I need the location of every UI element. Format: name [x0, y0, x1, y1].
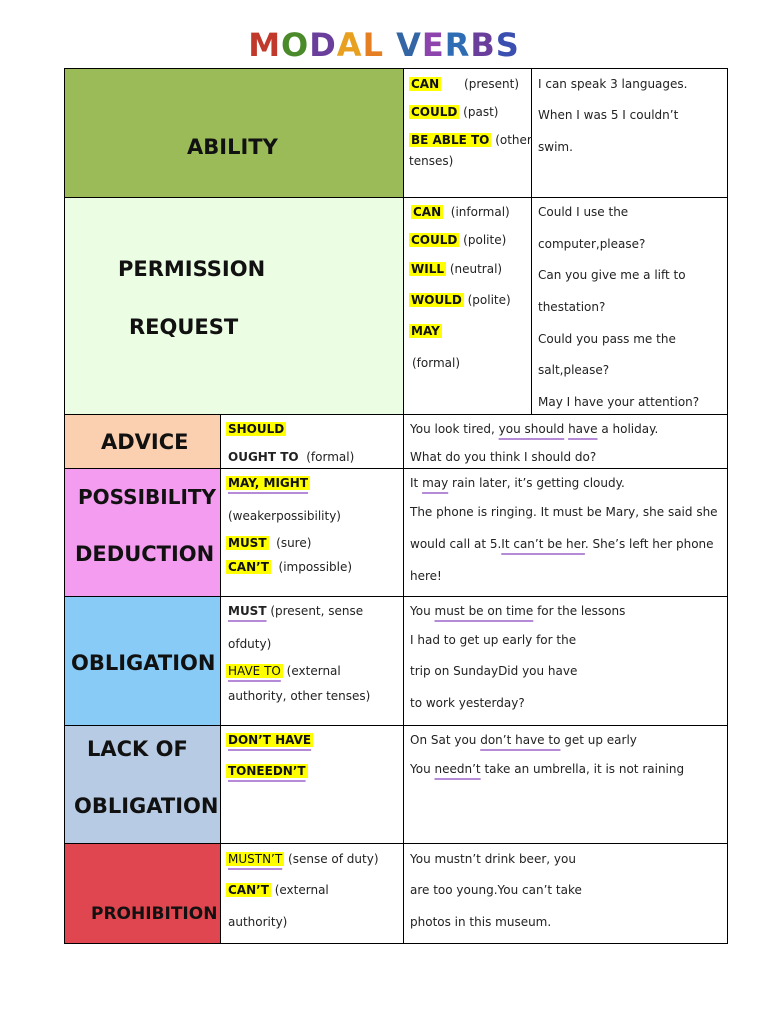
obligation-verb-must: MUST [228, 604, 267, 618]
obligation-verb-line [228, 604, 363, 618]
possibility-verb-note: (sure) [268, 536, 312, 550]
obligation-verb-note: authority, other tenses) [228, 689, 371, 703]
prohibition-verb-note: (external [270, 883, 329, 897]
obligation-category-cell [64, 596, 221, 726]
ability-example: When I was 5 I couldn’t [538, 108, 679, 122]
possibility-example [410, 537, 714, 551]
ability-label: ABILITY [187, 135, 278, 159]
title-letter: R [444, 26, 471, 64]
text: for the lessons [533, 604, 626, 618]
obligation-example: I had to get up early for the [410, 633, 577, 647]
advice-verb-note: (formal) [298, 450, 355, 464]
ability-verb-note: (other [491, 133, 532, 147]
underlined-text: It can’t be her [501, 537, 585, 551]
ability-verb-line [409, 133, 532, 147]
ability-verb-line [409, 77, 519, 91]
obligation-verb-note: (external [282, 664, 341, 678]
permission-example: salt,please? [538, 363, 610, 377]
lack-verb-to-neednt: TONEEDN’T [228, 764, 306, 778]
ability-verb-be-able-to: BE ABLE TO [411, 133, 490, 147]
lack-verb-line [226, 764, 308, 778]
obligation-verb-line [228, 637, 271, 651]
ability-verb-note: (past) [459, 105, 499, 119]
prohibition-verb-line [226, 852, 379, 866]
underlined-text: may [422, 476, 449, 490]
obligation-verb-line [228, 689, 370, 703]
possibility-verb-line [226, 476, 310, 490]
possibility-verb-cant: CAN’T [228, 560, 269, 574]
text: You [410, 762, 435, 776]
permission-example: Can you give me a lift to [538, 268, 686, 282]
advice-label: ADVICE [101, 430, 189, 454]
obligation-verb-note: (present, sense [266, 604, 364, 618]
title-letter: E [421, 26, 445, 64]
ability-verb-note: (present) [441, 77, 520, 91]
prohibition-verb-note: authority) [228, 915, 288, 929]
permission-verb-note: (formal) [412, 356, 461, 370]
title-letter: S [495, 26, 520, 64]
permission-verb-could: COULD [411, 233, 458, 247]
prohibition-verb-line [228, 915, 287, 929]
possibility-verb-line [228, 509, 341, 523]
advice-verb-should: SHOULD [228, 422, 285, 436]
advice-verb-line [226, 422, 286, 436]
possibility-example [410, 476, 625, 490]
permission-example: thestation? [538, 300, 606, 314]
permission-example: May I have your attention? [538, 395, 700, 409]
obligation-verb-have-to: HAVE TO [228, 664, 281, 678]
prohibition-label: PROHIBITION [91, 904, 218, 924]
obligation-example: trip on SundayDid you have [410, 664, 578, 678]
text: . She’s left her phone [584, 537, 714, 551]
permission-example: computer,please? [538, 237, 646, 251]
text: a holiday. [597, 422, 659, 436]
ability-verb-note: tenses) [409, 154, 454, 168]
permission-category-cell [64, 197, 404, 415]
lack-verb-line [226, 733, 313, 747]
lack-category-cell [64, 725, 221, 844]
obligation-example: to work yesterday? [410, 696, 525, 710]
possibility-category-cell [64, 468, 221, 597]
title-letter: V [396, 26, 422, 64]
title-letter: D [309, 26, 337, 64]
ability-example: I can speak 3 languages. [538, 77, 688, 91]
lack-obligation-label: OBLIGATION [74, 794, 219, 818]
title-letter: L [362, 26, 384, 64]
text: You [410, 604, 435, 618]
underlined-text: don’t have to [480, 733, 561, 747]
advice-category-cell [64, 414, 221, 469]
permission-verb-note: (neutral) [446, 262, 503, 276]
possibility-example: The phone is ringing. It must be Mary, she said she [410, 505, 718, 519]
possibility-verb-line [226, 560, 352, 574]
possibility-verb-note: (weakerpossibility) [228, 509, 341, 523]
permission-verb-may: MAY [411, 324, 440, 338]
advice-verb-ought-to: OUGHT TO [228, 450, 299, 464]
possibility-example: here! [410, 569, 442, 583]
prohibition-category-cell [64, 843, 221, 944]
underlined-text: must be on time [434, 604, 534, 618]
text: get up early [560, 733, 637, 747]
possibility-verb-must: MUST [228, 536, 267, 550]
permission-example: Could I use the [538, 205, 629, 219]
permission-verb-would: WOULD [411, 293, 462, 307]
text: take an umbrella, it is not raining [480, 762, 685, 776]
permission-verb-can: CAN [413, 205, 442, 219]
title-letter: A [336, 26, 363, 64]
permission-verb-note: (informal) [443, 205, 510, 219]
title-letter: M [248, 26, 282, 64]
page-title [0, 26, 768, 64]
prohibition-verb-line [226, 883, 329, 897]
permission-verb-line [409, 293, 511, 307]
possibility-verb-may-might: MAY, MIGHT [228, 476, 309, 490]
lack-of-label: LACK OF [87, 737, 188, 761]
lack-verb-dont-have: DON’T HAVE [228, 733, 312, 747]
obligation-example [410, 604, 625, 618]
prohibition-example: are too young.You can’t take [410, 883, 582, 897]
permission-verb-line [409, 262, 502, 276]
advice-verb-line [228, 450, 354, 464]
title-letter: O [281, 26, 310, 64]
permission-verb-note: (polite) [459, 233, 507, 247]
possibility-verb-note: (impossible) [270, 560, 353, 574]
deduction-label: DEDUCTION [75, 542, 215, 566]
permission-verb-line [409, 324, 442, 338]
title-letter: B [470, 26, 496, 64]
permission-example: Could you pass me the [538, 332, 676, 346]
prohibition-example: photos in this museum. [410, 915, 552, 929]
ability-verb-line [409, 154, 453, 168]
underlined-text: you should [498, 422, 565, 436]
prohibition-example: You mustn’t drink beer, you [410, 852, 576, 866]
ability-verb-could: COULD [411, 105, 458, 119]
permission-verb-line [411, 205, 510, 219]
possibility-label: POSSIBILITY [78, 485, 217, 509]
request-label: REQUEST [129, 315, 239, 339]
ability-verb-line [409, 105, 498, 119]
permission-verb-line [409, 233, 506, 247]
underlined-text: needn’t [434, 762, 481, 776]
permission-verb-will: WILL [411, 262, 444, 276]
permission-label: PERMISSION [118, 257, 266, 281]
text: You look tired, [410, 422, 499, 436]
ability-example: swim. [538, 140, 573, 154]
underlined-text: have [568, 422, 598, 436]
permission-verb-note: (polite) [463, 293, 511, 307]
ability-category-cell [64, 68, 404, 198]
title-letter [384, 26, 396, 64]
possibility-verb-line [226, 536, 311, 550]
lack-example [410, 762, 684, 776]
text: On Sat you [410, 733, 481, 747]
advice-example [410, 422, 658, 436]
prohibition-verb-note: (sense of duty) [284, 852, 379, 866]
ability-verb-can: CAN [411, 77, 440, 91]
obligation-verb-note: ofduty) [228, 637, 272, 651]
text: would call at 5. [410, 537, 502, 551]
text: rain later, it’s getting cloudy. [448, 476, 625, 490]
obligation-verb-line [226, 664, 341, 678]
prohibition-verb-cant: CAN’T [228, 883, 269, 897]
lack-example [410, 733, 637, 747]
permission-verb-line [412, 356, 460, 370]
advice-example: What do you think I should do? [410, 450, 597, 464]
text: It [410, 476, 423, 490]
prohibition-verb-mustnt: MUSTN’T [228, 852, 283, 866]
obligation-label: OBLIGATION [71, 651, 216, 675]
